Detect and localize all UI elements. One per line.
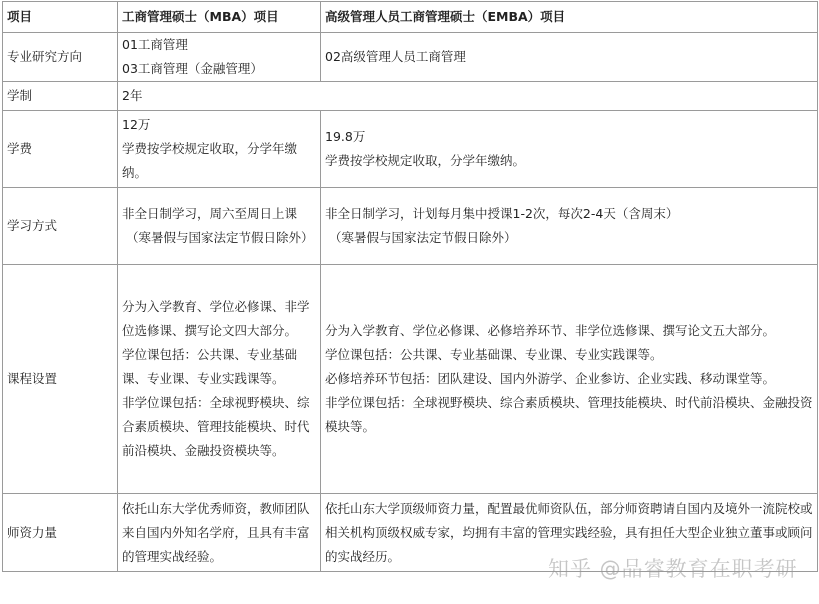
header-row bbox=[3, 2, 818, 33]
watermark: 知乎 @品睿教育在职考研 bbox=[548, 557, 798, 581]
row-label: 学习方式 bbox=[3, 188, 118, 265]
row-label: 专业研究方向 bbox=[3, 33, 118, 82]
emba-direction: 02高级管理人员工商管理 bbox=[321, 33, 818, 82]
emba-faculty: 依托山东大学顶级师资力量，配置最优师资队伍，部分师资聘请自国内及境外一流院校或相关机构顶级权威专家，均拥有丰富的管理实践经验，具有担任大型企业独立董事或顾问的实战经历。 bbox=[321, 494, 818, 572]
emba-tuition: 19.8万 学费按学校规定收取，分学年缴纳。 bbox=[321, 111, 818, 188]
table-row-duration bbox=[3, 82, 818, 111]
emba-curriculum: 分为入学教育、学位必修课、必修培养环节、非学位选修课、撰写论文五大部分。 学位课包括：公共课、专业基础课、专业课、专业实践课等。 必修培养环节包括：团队建设、国内外游学、企业参访、企业实践、移动课堂等。 非学位课包括：全球视野模块、综合素质模块、管理技能模块、时代前沿模块、金融投资模块等。 bbox=[321, 265, 818, 494]
table-row-curriculum bbox=[3, 265, 818, 494]
mba-faculty: 依托山东大学优秀师资，教师团队来自国内外知名学府，且具有丰富的管理实战经验。 bbox=[118, 494, 321, 572]
mba-tuition: 12万 学费按学校规定收取，分学年缴纳。 bbox=[118, 111, 321, 188]
mba-curriculum: 分为入学教育、学位必修课、非学位选修课、撰写论文四大部分。 学位课包括：公共课、专业基础课、专业课、专业实践课等。 非学位课包括：全球视野模块、综合素质模块、管理技能模块、时代前沿模块、金融投资模块等。 bbox=[118, 265, 321, 494]
header-emba: 高级管理人员工商管理硕士（EMBA）项目 bbox=[321, 2, 818, 33]
header-mba: 工商管理硕士（MBA）项目 bbox=[118, 2, 321, 33]
row-label: 师资力量 bbox=[3, 494, 118, 572]
row-label: 学费 bbox=[3, 111, 118, 188]
mba-mode: 非全日制学习，周六至周日上课 （寒暑假与国家法定节假日除外） bbox=[118, 188, 321, 265]
duration-value: 2年 bbox=[118, 82, 818, 111]
mba-direction: 01工商管理 03工商管理（金融管理） bbox=[118, 33, 321, 82]
emba-mode: 非全日制学习，计划每月集中授课1-2次，每次2-4天（含周末） （寒暑假与国家法定节假日除外） bbox=[321, 188, 818, 265]
table-row-mode bbox=[3, 188, 818, 265]
header-item: 项目 bbox=[3, 2, 118, 33]
table-row-tuition bbox=[3, 111, 818, 188]
table-row-direction bbox=[3, 33, 818, 82]
row-label: 学制 bbox=[3, 82, 118, 111]
row-label: 课程设置 bbox=[3, 265, 118, 494]
comparison-table bbox=[2, 1, 818, 572]
